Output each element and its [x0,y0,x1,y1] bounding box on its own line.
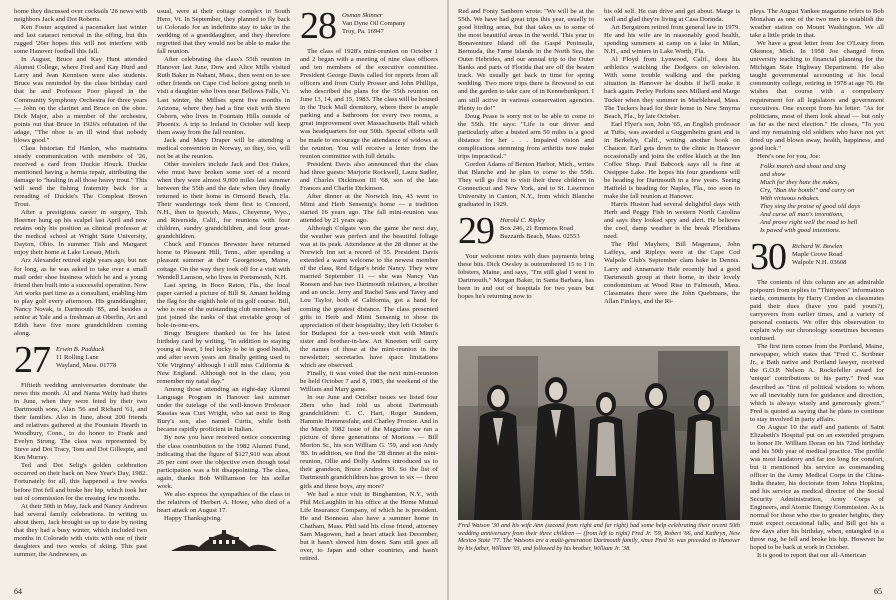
paragraph: Doug Pease is sorry not to be able to come to the 55th. He says: "Life is our driver and particularly after a busted arm 50 miles is a good distance for her . . . Impaired vision and complications stemming from arthritis now make trips impractical." [458,112,594,160]
family-photo-image [458,346,740,520]
class-number: 29 [458,210,494,253]
paragraph: Finally, it was voted that the next mini-reunion be held October 7 and 8, 1983, the weekend of the William and Mary game. [300,369,438,393]
paragraph: Your welcome notes with dues payments bring these bits. Dick Owsley is outnumbered 15 to 1 in lobsters, Maine, and says, "I'm still glad I went to Dartmouth." Morgan Baker, in Santa Barbara, has been in and out of hospitals for two years but hopes he's returning now to [458,253,594,301]
poem-line: and show [760,170,786,178]
poem-line: Folks march and shout and sing [760,162,846,170]
paragraph: usual, were at their cottage complex in South Hero, Vt. In September, they planned to fly back to Colorado for an indefinite stay to take in the wedding of a granddaughter, and they therefore regretted that they would not be able to make the fall reunion. [157,8,290,56]
paragraph: Here's one for you, Joe: [757,152,821,160]
paragraph: Art Bergstrom retired from general law in 1979. He and his wife are in reasonably good health, spending summers at camp on a lake in Milan, N.H., and winters in Lake Worth, Fla. [604,24,740,56]
paragraph: At their 50th in May, Jack and Nancy Andrews had several family celebrations. In writing us about them, Jack brought us up to date by noting that they had a busy winter, which included two months in Colorado with visits with one of their daughters and two weeks of skiing. This past summer, the Andrewses, as [14,502,147,558]
paragraph: After dinner at the Norwich Inn, 43 went to Mimi and Herb Sensenig's home — a tradition started 16 years ago. The fall mini-reunion was attended by 21 years ago. [300,192,438,224]
paragraph: We have a great letter from Joe O'Leary from Okemos, Mich. In 1958 Joe changed from university teaching to financial planning for the Michigan State Highway Department. He also taught governmental accounting at his local community college, retiring in 1978 at age 70. He wishes that course with a compulsory requirement for all legislators and government executives. One excerpt from his letter: "As for politicians, most of them look ahead — but only as far as the next election." He closes, "To you and my remaining old soldiers who have not yet dried up and blown away, health, happiness, and good luck." [750,40,884,152]
poem-line: And prove right well the road to hell [760,218,858,226]
paragraph: After celebrating the class's 55th reunion in Hanover last June, Dow and Alice Mills visited Ruth Baker in Nahant, Mass., then went on to see other friends on Cape Cod before going north to visit a daughter who lives near Bellows Falls, Vt. Last winter, the Millses spent five months in Arizona, where they had a fine visit with Steve Osborn, who lives in Fountain Hills outside of Phoenix. A trip to Ireland in October will keep them away from the fall reunion. [157,56,290,136]
column-1-paragraphs-continued [14,382,147,559]
poem-line: And curse all man's inventions, [760,210,844,218]
paragraph: home they discussed over cocktails '26 news with neighbors Jack and Dot Roberts. [14,8,147,24]
secretary-name: Osman Skinner [342,12,383,19]
paragraph: The Phil Mayhers, Bill Magenaus, John Laffeys, and Ripleys were at the Cape Cod Walpole Club's September clam bake in Dennis. Larry and Annamarie Hale recently had a good Dartmouth group at their home, in their lovely condominium at Wood Rise in Falmouth, Mass. Classmates there were the John Quebmans, the Allan Finlays, and the Ri- [604,241,740,305]
paragraph: Fiftieth wedding anniversaries dominate the news this month. Al and Nama Welty had theirs in June, when they were feted by their two Dartmouth sons, Alan '56 and Richard '61, and their families. Also in June, about 200 friends and relatives gathered at the Fountain Hearth in Woodbury, Conn., to do honor to Frank and Evelyn Strong. The class was represented by Steve and Dot Tracy, Tom and Dot Gillespie, and Ken Murray. [14,381,147,462]
paragraph: The class of 1928's mini-reunion on October 1 and 2 began with a meeting of nine class officers and ten members of the executive committee. President George Davis called for reports from all officers and from Curly Prosser and John Phillips, who described the plans for the 55th reunion on June 13, 14, and 15, 1983. The class will be housed in the Tuck Mall dormitory, where there is ample parking and a bathroom for every two rooms, a great improvement over Massachusetts Hall which was headquarters for our 50th. Special efforts will be made to encourage the attendance of widows at the reunion. You will receive a letter from the reunion committee with full details. [300,48,438,160]
paragraph: After a prestigious career in surgery, Tish Hoerner hung up his scalpel last April and now retains only his position as clinical professor at the medical school at Wright State University, Dayton, Ohio. In summer Tish and Margaret enjoy their home at Lake Leesau, Mich. [14,209,147,257]
paragraph: In our June and October issues we listed four 28ers who had told us about Dartmouth grandchildren: C. C. Hart, Roger Sundeen, Hammie Hammesfahr, and Charley Proctor. And in the March 1982 issue of the Magazine we ran a picture of three generations of Mortons — Bill Morton Sr., his son William G. '59, and son Andy '83. In addition, we find the '28 dinner at the mini-reunion, Ollie and Dolly Andres introduced us to their grandson, Bruce Andros '83. So the list of Dartmouth grandchildren has grown to six — three girls and three boys, any more? [300,394,438,490]
class-27-header [14,338,147,381]
paragraph: Al Floyd from Lynwood, Calif., does his arthletics watching the Dodgers on television. With some trouble walking and the parking situation in Hanover he doubts if he'll make it back again. Perley Perkins sees Millard and Marge Tucker when they summer in Marblehead, Mass. The Tuckers head for their home in New Smyrna Beach, Fla., by late October. [604,56,740,120]
paragraph: Ken Foster acquired a pacemaker last winter and last cataract removal in the offing, but this rugged '26er hopes this will not interfere with some Hanover football this fall. [14,24,147,56]
class-secretary-address [342,10,406,36]
column-3-paragraphs [300,48,438,563]
address-line-1: Van Dyne Oil Company [342,20,406,27]
paragraph: Other travelers include Jack and Dot Oakes, who must have broken some sort of a record when they were almost 9,000 miles last summer between the 55th and the date when they finally returned to their home in Ormond Beach, Fla. Their wanderings took them first to Concord, N.H., then to Ipswich, Mass., Cheyenne, Wyo., and Riverside, Calif., for reunions with four children, sundry grandchildren, and four great-grandchildren. [157,160,290,241]
paragraph: Happy Thanksgiving. [164,514,222,522]
page-gutter [447,0,449,600]
column-4 [458,8,594,343]
class-secretary-address [56,344,116,370]
secretary-name: Harold C. Ripley [500,217,545,225]
address-line-1: 11 Rolling Lane [56,353,99,361]
class-secretary-address [500,215,580,241]
column-2-paragraphs [157,8,290,523]
page-number-left: 64 [14,587,22,596]
paragraph: Among those attending an eight-day Alumni Language Program in Hanover last summer under the tutelage of the well-known Professor Rassias was Curt Wright, who sat next to Rog Bury's son, also named Curtis, while both became rapidly proficient in Italian. [157,386,290,434]
poem-line: With virtuous rebukes. [760,194,820,202]
paragraph: Brugy Brugiere thanked us for his latest birthday card by writing, "In addition to staying young at heart, I feel lucky to be in good health, and after seven years am finally getting used to 'Ole Virginny' although I still miss California & New England. Although not in the class, you remember my natal day." [157,329,290,386]
address-line-2: Buzzards Beach, Mass. 02553 [500,233,580,241]
paragraph: Although Colgate won the game the next day, the weather was perfect and the beautiful foliage was at its peak. Attendance at the 28 dinner at the Norwich Inn set a record of 55. President Davis extended a warm welcome to the newest member of the class, Red Edgar's bride Nancy. They were married September 11 — she was Nancy Van Roosen and has two Dartmouth relatives, a brother and an uncle. Jerry and Rachel Sass and Tavey and Lou Taylor, both of California, got a hand for coming the greatest distance. The class presented gifts to Herb and Mimi Sensenig to show its appreciation of their hospitality; they left October 6 for Budapest for a two-week visit with Mimi's sister and brother-in-law. Art Kneeten will carry the names of those at the mini-reunion in the newsletter; secretaries have space limitations which are observed. [300,225,438,369]
class-secretary-address [792,241,846,267]
paragraph: Last spring, in Boco Raton, Fla., the local paper carried a picture of Bill St. Amant holding the flag for the eighth hole of its golf course. Bill, who is one of the outstanding club members, had just joined the ranks of that enviable group of hole-in-one-ers. [157,281,290,329]
poem-line: They sing the praise of good old days [760,202,861,210]
secretary-name: Erwin B. Padduck [56,345,105,353]
column-5 [604,8,740,343]
paragraph: Chuck and Frances Brewster have returned home to Pleasant Hill, Tenn., after spending a pleasant summer at their Georgetown, Maine, cottage. On the way they took off for a visit with Wendell Lamson, who lives in Portsmouth, N.H. [157,241,290,281]
column-1-paragraphs [14,8,147,338]
class-28-header [300,8,438,47]
address-line-2: Wayland, Mass. 01778 [56,361,117,369]
column-4-paragraphs-continued [458,253,594,301]
paragraph: The first item comes from the Portland, Maine, newspaper, which states that "Fred C. Scribner Jr., a Bath native and Portland lawyer, received the G.O.P. Nelson A. Rockefeller award for 'unique' contributions to his party." Fred was described as "first of political wisdom to whom we all inevitably turn for guidance and direction, which is always wisely and generously given." Fred is quoted as saying that he plans to continue to stay involved in party affairs. [750,343,884,423]
paragraph: Class historian Ed Hanlon, who maintains steady communication with members of '26, received a card from Duckie Houck. Duckie mentioned having a hernia repair, attributing the damage to "hauling in all those heavy trout." This will send the fishing fraternity back for a rereading of Duckie's The Compleat Brown Trout. [14,144,147,209]
column-1 [14,8,147,586]
column-2 [157,8,290,586]
column-5-paragraphs [604,8,740,306]
class-30-header [750,235,884,278]
address-line-1: Box 246, 21 Emmons Road [500,225,574,233]
poem [760,163,884,235]
class-number: 27 [14,338,50,381]
poem-line: Is paved with good intentions. [760,226,841,234]
family-photo [458,346,740,520]
poem-line: Much for they hate the nukes, [760,178,840,186]
column-6 [750,8,884,586]
page-number-right: 65 [874,587,882,596]
column-6-paragraphs [750,8,884,161]
column-6-paragraphs-continued [750,279,884,561]
address-line-2: Walpole N.H. 03608 [792,258,847,266]
paragraph: By now you have received notice concerning the class contribution to the 1982 Alumni Fund, indicating that the figure of $127,910 was about 26 per cent over the objective even though total participation was a bit disappointing. The class, again, thanks Bob Williamson for his stellar work. [157,434,290,490]
paragraph: The contents of this column are an admirable potpourri from replies to "Thirtyeers" information cards, comments by Harry Condon as classmates paid their dues (have you paid yours?), carryovers from earlier times, and a variety of personal contacts. We offer this observation to explain why our chronology sometimes becomes confused. [750,278,884,343]
paragraph: Jack and Mary Draper will be attending a medical convention in Norway, so they, too, will not be at the reunion. [157,136,290,160]
paragraph: We had a nice visit in Binghamton, N.Y., with Phil McLaughlin in his office at the Home Mutual Life Insurance Company, of which he is president. He and Bonneau also have a summer home in Chatham, Mass. Phil said his close friend, attorney Sam Magowen, had a heart attack last December, but it hasn't slowed him down. Sam still goes all over, to Japan and other countries, and hasn't retired. [300,490,438,562]
house-ornament-icon [169,527,279,553]
paragraph: Gordon Adams of Benton Harbor, Mich., writes that Blanche and he plan to come to the 55th. They will go first to visit their three children in Connecticut and New York, and to St. Lawrence University in Canton, N.Y., from which Blanche graduated in 1929. [458,160,594,209]
paragraph: pleys. The August Yankee magazine refers to Bob Monahan as one of the two men to establish the weather station on Mount Washington. We all take a little pride in that. [750,8,884,40]
address-line-1: Maple Grove Road [792,250,843,258]
class-number: 28 [300,8,336,47]
photo-caption: Fred Watson '30 and his wife Ann (second from right and far right) had some help celebrating their recent 50th wedding anniversary from their three children — (from left to right) Fred Jr. '59, Robert '66, and Kathryn, New Mexico State '77. The Watsons are a multi-generation Dartmouth family, since Fred Sr. was preceded in Hanover by his father, William '03, and followed by his brother, William Jr. '38. [458,522,740,552]
paragraph: It is good to report that our all-American [757,552,867,560]
column-4-paragraphs [458,8,594,209]
secretary-name: Richard W. Bowlen [792,242,843,250]
paragraph: We also express the sympathies of the class to the relatives of Herbert A. Howe, who died of a heart attack on August 17. [157,490,290,514]
paragraph: President Davis also announced that the class had three guests: Marjorie Rockwell, Laura Sadler, and Charles Dickinson III '68, son of the late Frances and Charlie Dickinson. [300,160,438,192]
paragraph: In August, Bruce and Kay Hunt attended Alumni College, where Fred and Kay Hurd and Larry and Jean Kennison were also students. Bruce was reminded by the class birthday card that he and Professor Poor played in the Community Symphony Orchestra for three years — John on the clarinet and Bruce on the oboe. Dick Major, also a member of the orchestra, points out that Bruce in 1926's refutation of the adage, "The oboe is an ill wind that nobody blows good." [14,56,147,144]
paragraph: Earl Flyer's son, John '65, an English professor at Tufts, was awarded a Guggenheim grant and is in Berkeley, Calif., writing another book on Chaucer. Earl gets down to the clinic in Hanover occasionally and joins the coffee klatch at the Inn Coffee Shop. Paul Babcock says all is fine at Ossippee Lake. He hopes his four grandsons will be heading for Dartmouth in a few years. Seeing Hatfield is heading for Naples, Fla., too soon to make the fall reunion at Hanover. [604,120,740,201]
class-29-header [458,210,594,253]
address-line-2: Troy, Pa. 16947 [342,28,384,35]
house-ornament [157,527,290,553]
class-number: 30 [750,235,786,278]
poem-line: Cry, "Ban the bomb!" and carry on [760,186,855,194]
paragraph: Ted and Dot Selig's golden celebration occurred on their back on New Year's Day, 1982. Fortunately for all, this happened a few weeks before Dot fell and broke her hip, which took her out of commission for the ensuing few months. [14,462,147,502]
paragraph: Red and Fonty Sanborn wrote: "We will be at the 55th. We have had great trips this year, usually to good birding areas, but that takes us to some of the most beautiful areas in the world. This year to Bonaventure Island off the Gaspé Peninsula, Bermuda, the Farne Islands in the North Sea, the Outer Hebrides, and our annual trip to the Outer Banks and parts of Florida that are off the beaten track. We usually get back in time for spring wedding. Two more trips there is firewood to cut and the garden to take care of in Kennebunkport. I am still active in various conservation agencies. Plenty to do!" [458,8,594,112]
paragraph: Harris Huston had several delightful days with Herb and Peggy Fish in western North Carolina and says they looked spry and alert. He believes the cool, damp weather is the break Floridians need. [604,201,740,241]
paragraph: On August 10 the staff and patients of Saint Elizabeth's Hospital put on an extended program to honor Dr. William Doran on his 72nd birthday and his 50th year of medical practice. The profile was most laudatory and far too long for comfort, but it mentioned his service as commanding officer in the Army Medical Corps in the China-India theater, his doctorate from Johns Hopkins, and his service as medical director of the Social Security Administration, Army Corps of Engineers, and Atomic Energy Commission. As is normal for those who rise to greater heights, they must expect occasional falls, and Bill got his a few days after his birthday, when, entangled in a throw rug, he fell and broke his hip. However he hoped to be back at work in October. [750,423,884,552]
paragraph: Arz Alexander retired eight years ago, but not for long, as he was asked to take over a small mail order shoe business which he and a young friend then built into a successful operation. Now Art works part time as a consultant, enabling him to play golf every afternoon. His granddaughter, Nancy Novak, is Dartmouth '85, and besides a senior at Yale and a freshman at Oberlin, Art and Edith have five more grandchildren coming along. [14,257,147,337]
column-3 [300,8,438,586]
paragraph: his old self. He can drive and get about. Marge is well and glad they're living at Casa Dorinda. [604,8,740,24]
